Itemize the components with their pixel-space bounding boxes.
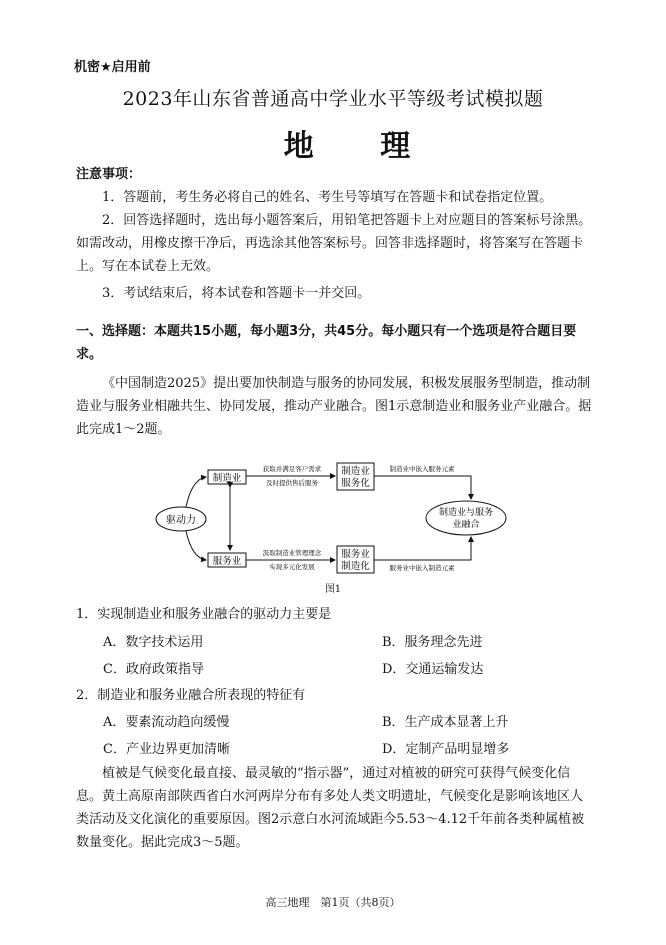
question-1-option-a: A．数字技术运用 <box>103 635 204 650</box>
question-2-option-d: D．定制产品明显增多 <box>382 742 510 757</box>
intro-paragraph-2: 植被是气候变化最直接、最灵敏的“指示器”，通过对植被的研究可获得气候变化信息。黄土高原南部陕西省白水河两岸分布有多处人类文明遗址，气候变化是影响该地区人类活动及文化演化的重要原因。图2示意白水河流域距今5.53～4.12千年前各类种属植被数量变化。据此完成3～5题。 <box>76 766 585 850</box>
driver-label: 驱动力 <box>166 515 196 526</box>
confidential-label: 机密★启用前 <box>74 60 151 75</box>
page-footer: 高三地理 第1页（共8页） <box>265 896 401 909</box>
bottom-arrow-text-1: 汲取制造业管理理念 <box>262 549 322 557</box>
note-item-3: 3．考试结束后，将本试卷和答题卡一并交回。 <box>102 286 371 301</box>
subject-title: 地 理 <box>283 129 439 164</box>
fusion-line1: 制造业与服务 <box>438 508 494 518</box>
exam-title: 2023年山东省普通高中学业水平等级考试模拟题 <box>122 88 544 110</box>
svc-manufacturization-line2: 制造化 <box>341 561 370 572</box>
arrow-driver-to-mfg <box>186 477 206 507</box>
question-1-option-c: C．政府政策指导 <box>103 662 204 677</box>
service-label: 服务业 <box>212 556 242 567</box>
question-1-option-d: D．交通运输发达 <box>382 662 484 677</box>
question-1-option-b: B．服务理念先进 <box>382 635 483 650</box>
bottom-right-text: 服务业中嵌入制造元素 <box>389 564 455 572</box>
mfg-servitization-line1: 制造业 <box>341 466 370 477</box>
question-2-option-c: C．产业边界更加清晰 <box>103 742 230 757</box>
mfg-servitization-line2: 服务化 <box>341 478 370 489</box>
note-item-1: 1．答题前，考生务必将自己的姓名、考生号等填写在答题卡和试卷指定位置。 <box>102 190 553 205</box>
top-right-text: 制造业中嵌入服务元素 <box>389 465 455 473</box>
arrow-driver-to-svc <box>186 531 206 560</box>
question-1-stem: 1．实现制造业和服务业融合的驱动力主要是 <box>76 607 332 622</box>
question-2-option-b: B．生产成本显著上升 <box>382 715 509 730</box>
question-2-stem: 2．制造业和服务业融合所表现的特征有 <box>76 688 306 703</box>
top-arrow-text-1: 获取并满足客户需求 <box>262 465 322 473</box>
question-2-option-a: A．要素流动趋向缓慢 <box>103 715 230 730</box>
note-item-2: 2．回答选择题时，选出每小题答案后，用铅笔把答题卡上对应题目的答案标号涂黑。如需改动，用橡皮擦干净后，再选涂其他答案标号。回答非选择题时，将答案写在答题卡上。写在本试卷上无效。 <box>76 213 592 274</box>
top-arrow-text-2: 及时提供售后服务 <box>266 479 318 487</box>
figure-1-caption: 图1 <box>324 584 342 595</box>
fusion-line2: 业融合 <box>452 520 480 530</box>
manufacturing-label: 制造业 <box>212 473 242 484</box>
arrow-bottom-right <box>374 537 471 560</box>
intro-paragraph-1: 《中国制造2025》提出要加快制造与服务的协同发展，积极发展服务型制造，推动制造业与服务业相融共生、协同发展，推动产业融合。图1示意制造业和服务业产业融合。据此完成1～2题。 <box>76 376 592 437</box>
section-heading: 一、选择题：本题共15小题，每小题3分，共45分。每小题只有一个选项是符合题目要求。 <box>76 324 577 362</box>
bottom-arrow-text-2: 实现多元化发展 <box>269 563 315 571</box>
notes-heading: 注意事项： <box>76 167 142 182</box>
figure-1-diagram <box>140 456 540 578</box>
arrow-top-right <box>374 476 471 499</box>
svc-manufacturization-line1: 服务业 <box>341 549 370 560</box>
